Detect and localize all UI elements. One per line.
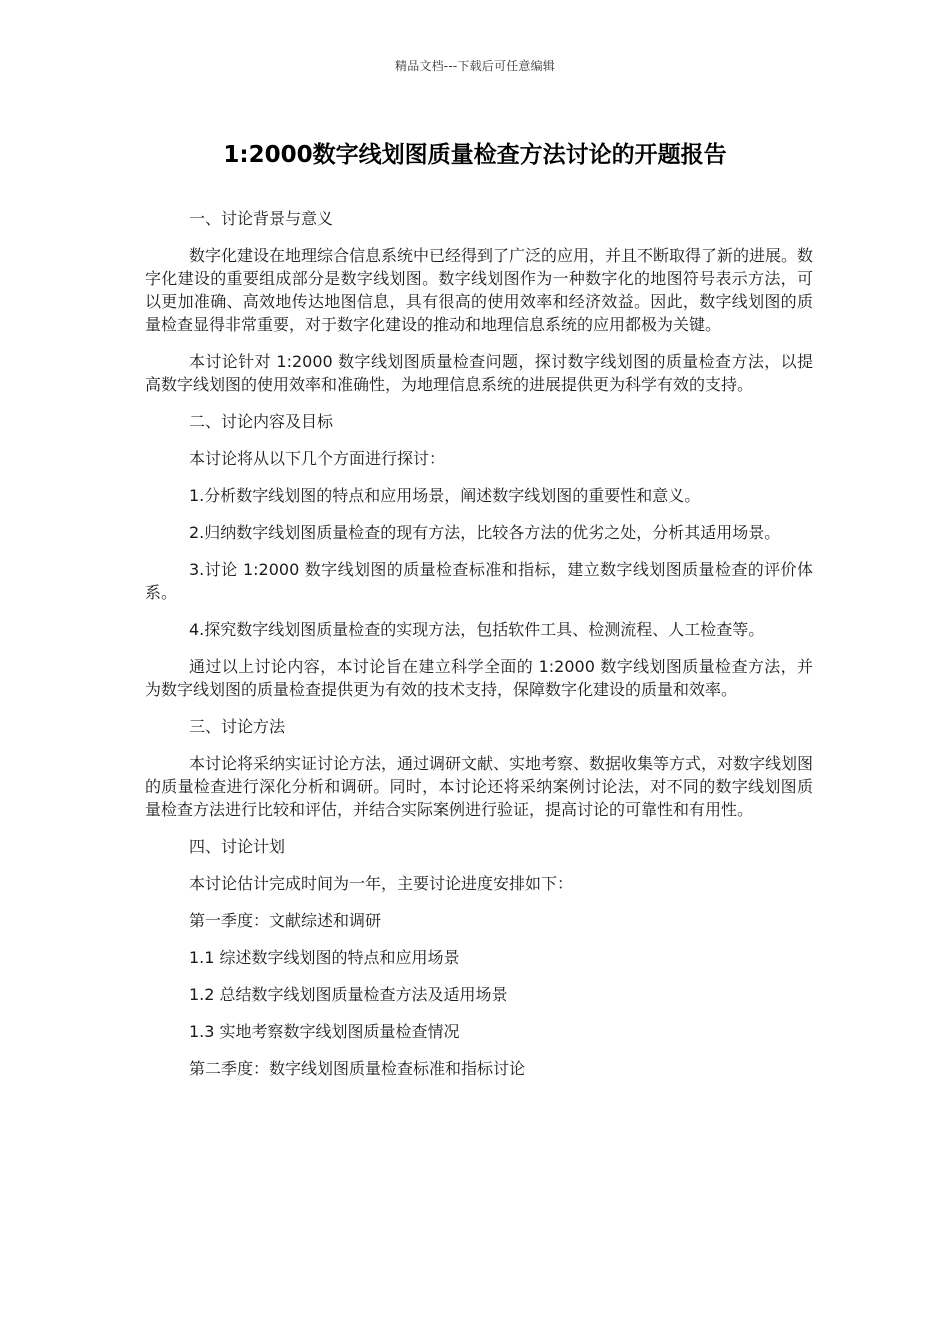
paragraph: 本讨论将从以下几个方面进行探讨： [189, 449, 446, 468]
list-item: 4.探究数字线划图质量检查的实现方法，包括软件工具、检测流程、人工检查等。 [189, 620, 765, 639]
header-note: 精品文档---下载后可任意编辑 [395, 59, 555, 73]
section-heading: 一、讨论背景与意义 [189, 209, 334, 228]
document-title: 1:2000数字线划图质量检查方法讨论的开题报告 [223, 142, 727, 168]
section-heading: 二、讨论内容及目标 [189, 412, 334, 431]
schedule-item: 1.1 综述数字线划图的特点和应用场景 [189, 948, 460, 967]
paragraph: 本讨论将采纳实证讨论方法，通过调研文献、实地考察、数据收集等方式，对数字线划图的质量检查进行深化分析和调研。同时，本讨论还将采纳案例讨论法，对不同的数字线划图质量检查方法进行比较和评估，并结合实际案例进行验证，提高讨论的可靠性和有用性。 [145, 754, 814, 819]
list-item: 2.归纳数字线划图质量检查的现有方法，比较各方法的优劣之处，分析其适用场景。 [189, 523, 781, 542]
schedule-quarter: 第一季度：文献综述和调研 [189, 911, 382, 930]
list-item: 1.分析数字线划图的特点和应用场景，阐述数字线划图的重要性和意义。 [189, 486, 701, 505]
paragraph: 数字化建设在地理综合信息系统中已经得到了广泛的应用，并且不断取得了新的进展。数字化建设的重要组成部分是数字线划图。数字线划图作为一种数字化的地图符号表示方法，可以更加准确、高效地传达地图信息，具有很高的使用效率和经济效益。因此，数字线划图的质量检查显得非常重要，对于数字化建设的推动和地理信息系统的应用都极为关键。 [145, 246, 814, 334]
paragraph: 通过以上讨论内容，本讨论旨在建立科学全面的 1:2000 数字线划图质量检查方法，并为数字线划图的质量检查提供更为有效的技术支持，保障数字化建设的质量和效率。 [145, 657, 813, 699]
schedule-item: 1.2 总结数字线划图质量检查方法及适用场景 [189, 985, 508, 1004]
section-heading: 三、讨论方法 [189, 717, 286, 736]
list-item: 3.讨论 1:2000 数字线划图的质量检查标准和指标，建立数字线划图质量检查的评价体系。 [145, 560, 813, 602]
paragraph: 本讨论针对 1:2000 数字线划图质量检查问题，探讨数字线划图的质量检查方法，以提高数字线划图的使用效率和准确性，为地理信息系统的进展提供更为科学有效的支持。 [145, 352, 813, 394]
paragraph: 本讨论估计完成时间为一年，主要讨论进度安排如下： [189, 874, 574, 893]
schedule-quarter: 第二季度：数字线划图质量检查标准和指标讨论 [189, 1059, 526, 1078]
schedule-item: 1.3 实地考察数字线划图质量检查情况 [189, 1022, 460, 1041]
section-heading: 四、讨论计划 [189, 837, 286, 856]
document-body [145, 207, 813, 1094]
